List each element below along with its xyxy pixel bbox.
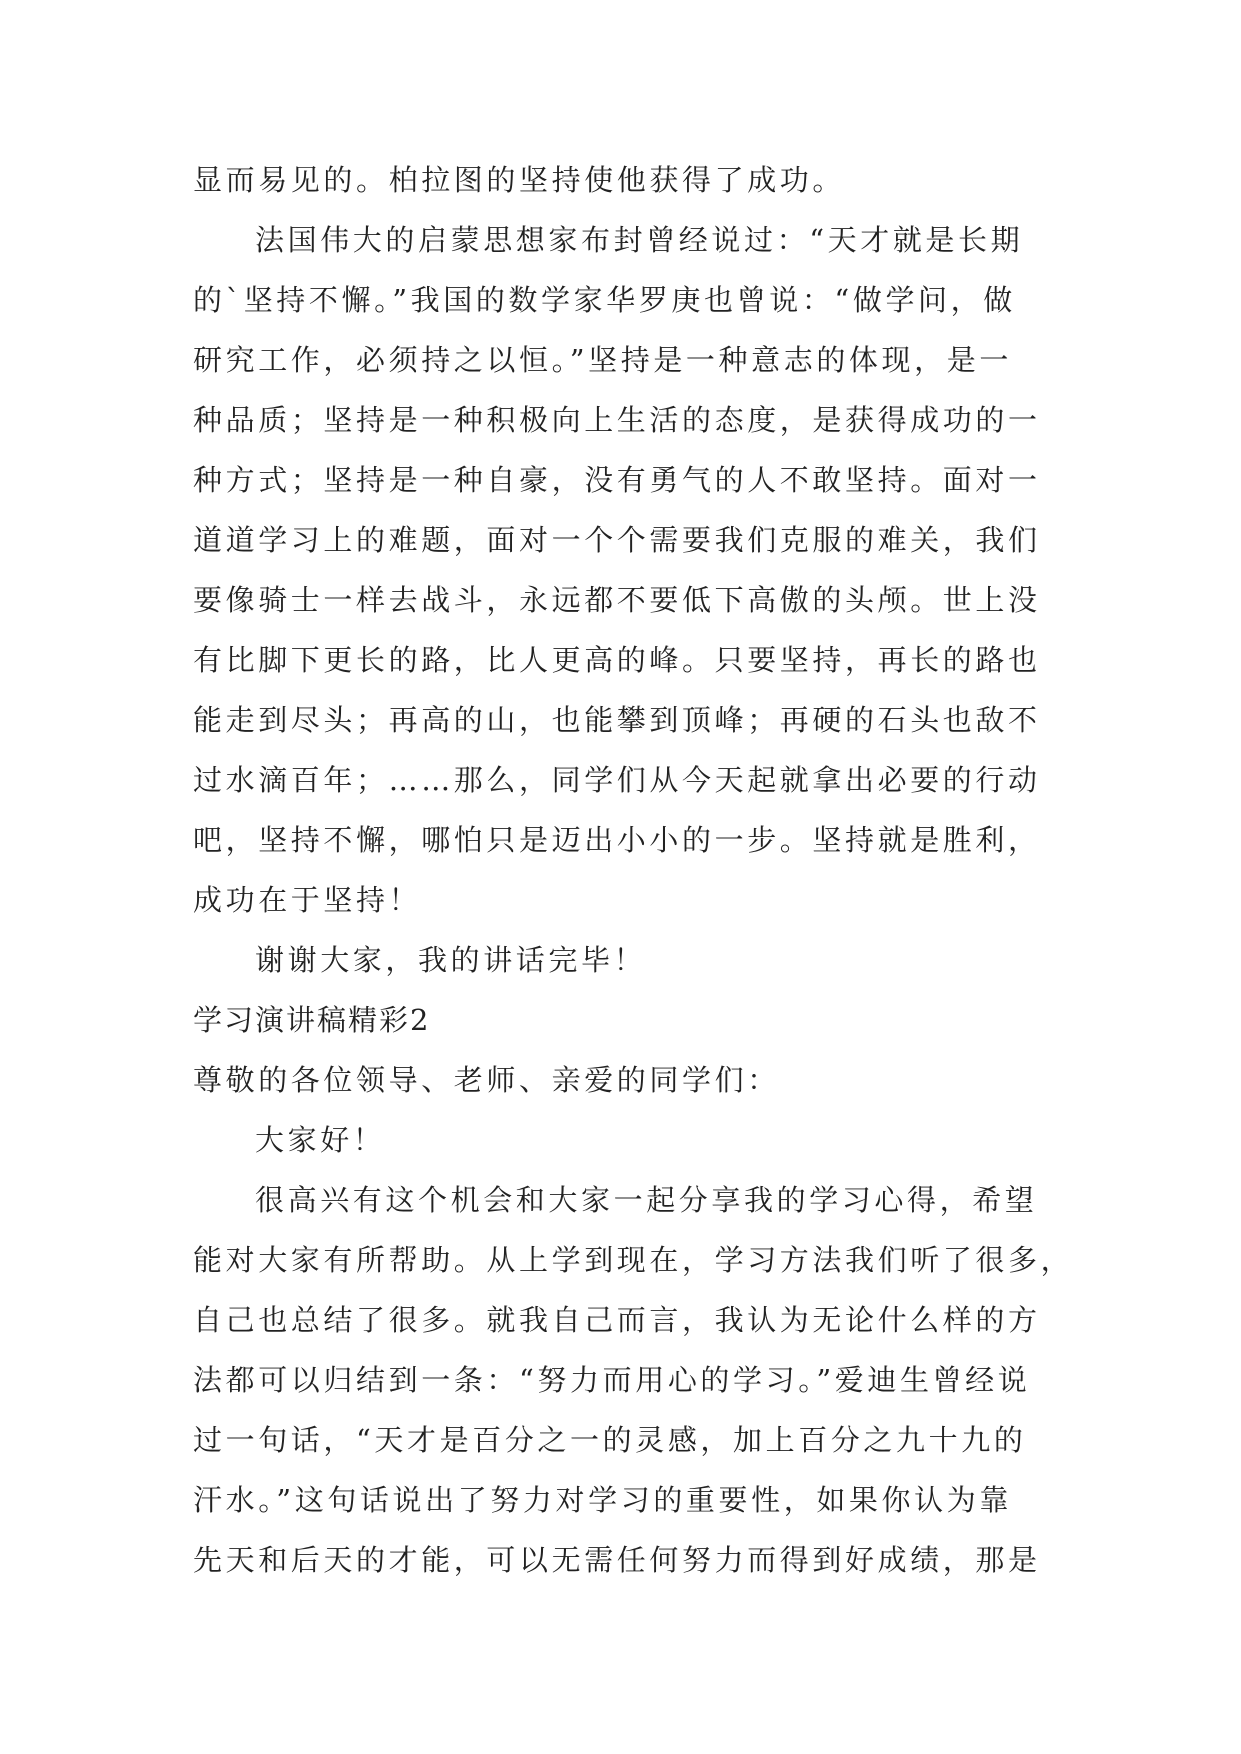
paragraph-continuation: 显而易见的。柏拉图的坚持使他获得了成功。	[193, 163, 846, 197]
greeting: 大家好！	[255, 1123, 386, 1157]
paragraph-line: 要像骑士一样去战斗，永远都不要低下高傲的头颅。世上没	[193, 583, 1041, 617]
paragraph-line: 汗水。”这句话说出了努力对学习的重要性，如果你认为靠	[193, 1483, 1012, 1517]
paragraph-line: 能走到尽头；再高的山，也能攀到顶峰；再硬的石头也敌不	[193, 703, 1041, 737]
section-title: 学习演讲稿精彩2	[193, 1003, 431, 1037]
paragraph-study-method	[193, 1170, 1074, 1590]
paragraph-perseverance	[193, 210, 1063, 930]
paragraph-line: 先天和后天的才能，可以无需任何努力而得到好成绩，那是	[193, 1543, 1041, 1577]
paragraph-line: 成功在于坚持！	[193, 883, 422, 917]
paragraph-line: 法都可以归结到一条：“努力而用心的学习。”爱迪生曾经说	[193, 1363, 1031, 1397]
salutation: 尊敬的各位领导、老师、亲爱的同学们：	[193, 1063, 780, 1097]
paragraph-line: 的`坚持不懈。”我国的数学家华罗庚也曾说：“做学问，做	[193, 283, 1016, 317]
closing-remark: 谢谢大家，我的讲话完毕！	[255, 943, 647, 977]
paragraph-line: 自己也总结了很多。就我自己而言，我认为无论什么样的方	[193, 1303, 1041, 1337]
paragraph-line: 种方式；坚持是一种自豪，没有勇气的人不敢坚持。面对一	[193, 463, 1041, 497]
paragraph-line: 法国伟大的启蒙思想家布封曾经说过：“天才就是长期	[255, 223, 1024, 257]
paragraph-line: 过一句话，“天才是百分之一的灵感，加上百分之九十九的	[193, 1423, 1027, 1457]
paragraph-line: 道道学习上的难题，面对一个个需要我们克服的难关，我们	[193, 523, 1041, 557]
paragraph-line: 吧，坚持不懈，哪怕只是迈出小小的一步。坚持就是胜利，	[193, 823, 1041, 857]
paragraph-line: 研究工作，必须持之以恒。”坚持是一种意志的体现，是一	[193, 343, 1012, 377]
paragraph-line: 过水滴百年；……那么，同学们从今天起就拿出必要的行动	[193, 763, 1041, 797]
paragraph-line: 种品质；坚持是一种积极向上生活的态度，是获得成功的一	[193, 403, 1041, 437]
paragraph-line: 有比脚下更长的路，比人更高的峰。只要坚持，再长的路也	[193, 643, 1041, 677]
paragraph-line: 很高兴有这个机会和大家一起分享我的学习心得，希望	[255, 1183, 1038, 1217]
paragraph-line: 能对大家有所帮助。从上学到现在，学习方法我们听了很多，	[193, 1243, 1074, 1277]
document-page	[193, 150, 1074, 1590]
